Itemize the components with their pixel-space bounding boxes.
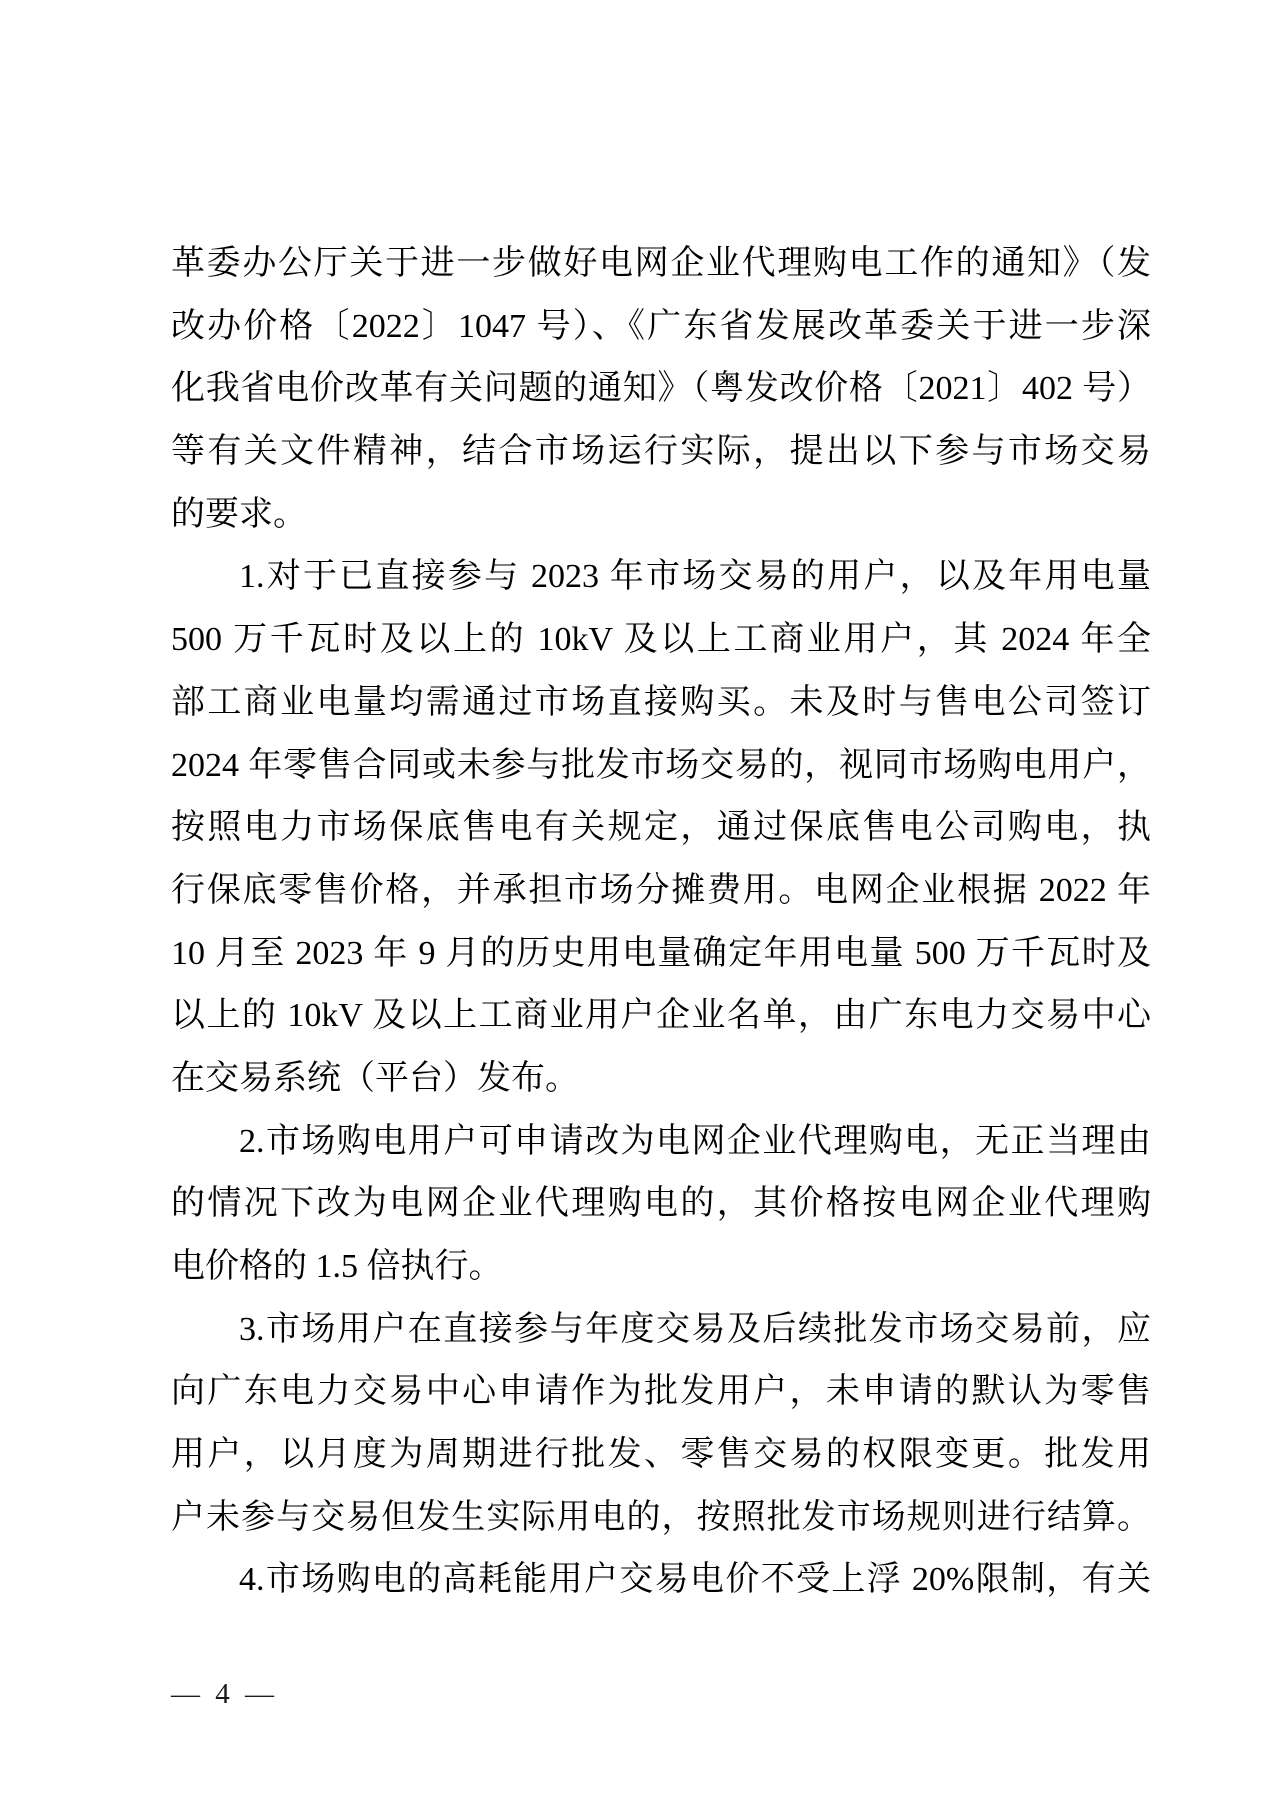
- text-line: 改办价格〔2022〕1047 号）、《广东省发展改革委关于进一步深: [171, 307, 1151, 345]
- page-number: — 4 —: [171, 1678, 278, 1710]
- text-line: 行保底零售价格，并承担市场分摊费用。电网企业根据 2022 年: [171, 871, 1151, 909]
- text-line: 电价格的 1.5 倍执行。: [171, 1248, 503, 1285]
- document-text-block: [171, 233, 1151, 1612]
- text-line: 按照电力市场保底售电有关规定，通过保底售电公司购电，执: [171, 809, 1151, 847]
- text-line: 等有关文件精神，结合市场运行实际，提出以下参与市场交易: [171, 433, 1151, 471]
- text-line: 10 月至 2023 年 9 月的历史用电量确定年用电量 500 万千瓦时及: [171, 934, 1151, 972]
- text-line: 500 万千瓦时及以上的 10kV 及以上工商业用户，其 2024 年全: [171, 621, 1151, 659]
- text-line: 部工商业电量均需通过市场直接购买。未及时与售电公司签订: [171, 683, 1151, 721]
- text-line: 2024 年零售合同或未参与批发市场交易的，视同市场购电用户，: [171, 746, 1151, 784]
- text-line: 以上的 10kV 及以上工商业用户企业名单，由广东电力交易中心: [171, 997, 1151, 1035]
- text-line: 3.市场用户在直接参与年度交易及后续批发市场交易前，应: [239, 1310, 1151, 1348]
- text-line: 的要求。: [171, 495, 307, 533]
- text-line: 在交易系统（平台）发布。: [171, 1059, 579, 1097]
- text-line: 化我省电价改革有关问题的通知》（粤发改价格〔2021〕402 号）: [171, 370, 1151, 408]
- text-line: 革委办公厅关于进一步做好电网企业代理购电工作的通知》（发: [171, 245, 1151, 282]
- text-line: 4.市场购电的高耗能用户交易电价不受上浮 20%限制，有关: [239, 1561, 1151, 1599]
- text-line: 用户，以月度为周期进行批发、零售交易的权限变更。批发用: [171, 1436, 1151, 1474]
- text-line: 的情况下改为电网企业代理购电的，其价格按电网企业代理购: [171, 1185, 1151, 1223]
- text-line: 户未参与交易但发生实际用电的，按照批发市场规则进行结算。: [171, 1498, 1151, 1536]
- text-line: 向广东电力交易中心申请作为批发用户，未申请的默认为零售: [171, 1373, 1151, 1411]
- text-line: 1.对于已直接参与 2023 年市场交易的用户，以及年用电量: [239, 558, 1151, 596]
- text-line: 2.市场购电用户可申请改为电网企业代理购电，无正当理由: [239, 1122, 1151, 1160]
